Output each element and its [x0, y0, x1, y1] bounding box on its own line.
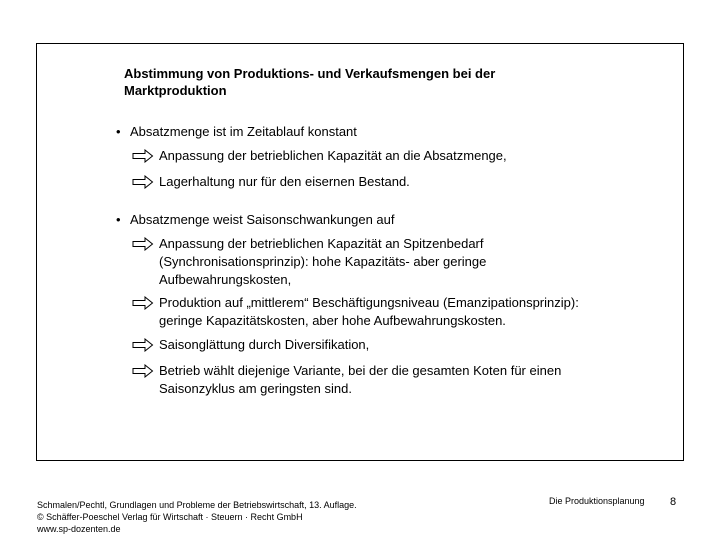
footer-chapter-title: Die Produktionsplanung — [549, 496, 645, 506]
arrow-item-line: Aufbewahrungskosten, — [159, 272, 292, 287]
slide-title-line-1: Abstimmung von Produktions- und Verkaufsmengen bei der — [124, 66, 496, 81]
arrow-item-line: Saisonglättung durch Diversifikation, — [159, 337, 370, 352]
arrow-right-icon — [132, 237, 154, 251]
arrow-item-line: geringe Kapazitätskosten, aber hohe Aufbewahrungskosten. — [159, 313, 506, 328]
footer-copyright-line: © Schäffer-Poeschel Verlag für Wirtschaft · Steuern · Recht GmbH — [37, 512, 303, 522]
bullet-text: Absatzmenge weist Saisonschwankungen auf — [130, 212, 395, 227]
arrow-item-text: Lagerhaltung nur für den eisernen Bestand. — [159, 174, 410, 189]
arrow-item-text — [159, 235, 629, 289]
bullet-seasonal-demand — [116, 212, 395, 228]
arrow-item-text — [159, 336, 629, 354]
arrow-right-icon — [132, 338, 154, 352]
arrow-right-icon — [132, 175, 154, 189]
bullet-marker: • — [116, 212, 121, 227]
arrow-item-line: Anpassung der betrieblichen Kapazität an Spitzenbedarf — [159, 236, 484, 251]
arrow-item-line: Produktion auf „mittlerem“ Beschäftigungsniveau (Emanzipationsprinzip): — [159, 295, 579, 310]
footer-citation-line: Schmalen/Pechtl, Grundlagen und Probleme der Betriebswirtschaft, 13. Auflage. — [37, 500, 357, 510]
bullet-marker: • — [116, 124, 121, 139]
arrow-item-line: Saisonzyklus am geringsten sind. — [159, 381, 352, 396]
arrow-item-text: Anpassung der betrieblichen Kapazität an die Absatzmenge, — [159, 148, 507, 163]
arrow-right-icon — [132, 149, 154, 163]
arrow-right-icon — [132, 296, 154, 310]
slide-title-line-2: Marktproduktion — [124, 83, 227, 98]
bullet-constant-demand — [116, 124, 357, 140]
bullet-text: Absatzmenge ist im Zeitablauf konstant — [130, 124, 357, 139]
footer-website-line: www.sp-dozenten.de — [37, 524, 121, 534]
arrow-right-icon — [132, 364, 154, 378]
arrow-item-line: Betrieb wählt diejenige Variante, bei der die gesamten Koten für einen — [159, 363, 562, 378]
page-number: 8 — [670, 496, 677, 508]
arrow-item-line: (Synchronisationsprinzip): hohe Kapazitäts- aber geringe — [159, 254, 487, 269]
arrow-item-text — [159, 362, 629, 398]
slide-title — [124, 65, 604, 99]
footer-citation — [37, 499, 357, 535]
arrow-item-text — [159, 294, 629, 330]
